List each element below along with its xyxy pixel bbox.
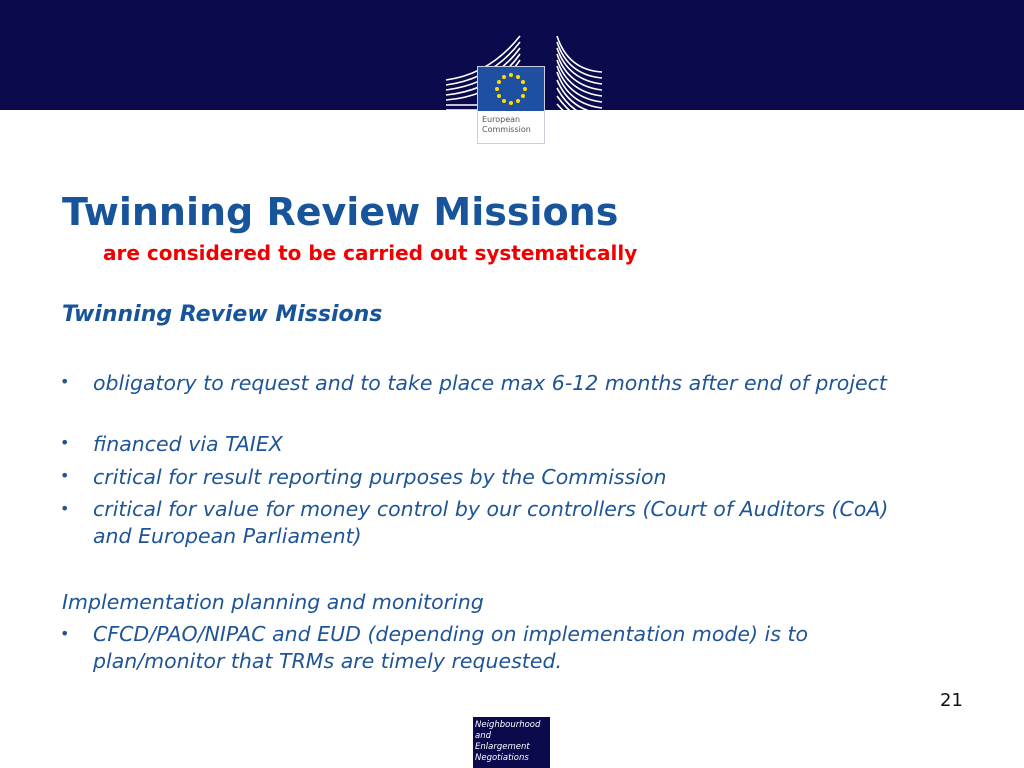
bullet-icon: • (60, 624, 70, 643)
bullet-icon: • (60, 372, 70, 391)
list-item: critical for value for money control by our controllers (Court of Auditors (CoA) and European Parliament) (93, 497, 889, 548)
bullet-icon: • (60, 466, 70, 485)
neighbourhood-enlargement-logo (473, 717, 550, 768)
bullet-icon: • (60, 499, 70, 518)
eu-flag-icon (478, 67, 544, 111)
page-number: 21 (940, 690, 963, 711)
list-item: financed via TAIEX (93, 432, 283, 456)
logo-line: Negotiations (475, 753, 529, 763)
list-item: obligatory to request and to take place max 6-12 months after end of project (93, 371, 887, 395)
logo-line: Neighbourhood and (475, 720, 541, 741)
logo-line: Enlargement (475, 742, 530, 752)
list-item: CFCD/PAO/NIPAC and EUD (depending on implementation mode) is to plan/monitor that TRMs are timely requested. (93, 622, 809, 673)
logo-text: European Commission (482, 115, 531, 134)
list-item: critical for result reporting purposes by the Commission (93, 465, 667, 489)
page-title: Twinning Review Missions (62, 190, 619, 234)
bullet-icon: • (60, 433, 70, 452)
page-subtitle: are considered to be carried out systematically (103, 241, 638, 265)
section-heading-implementation: Implementation planning and monitoring (62, 590, 484, 614)
section-heading-trm: Twinning Review Missions (62, 302, 383, 327)
